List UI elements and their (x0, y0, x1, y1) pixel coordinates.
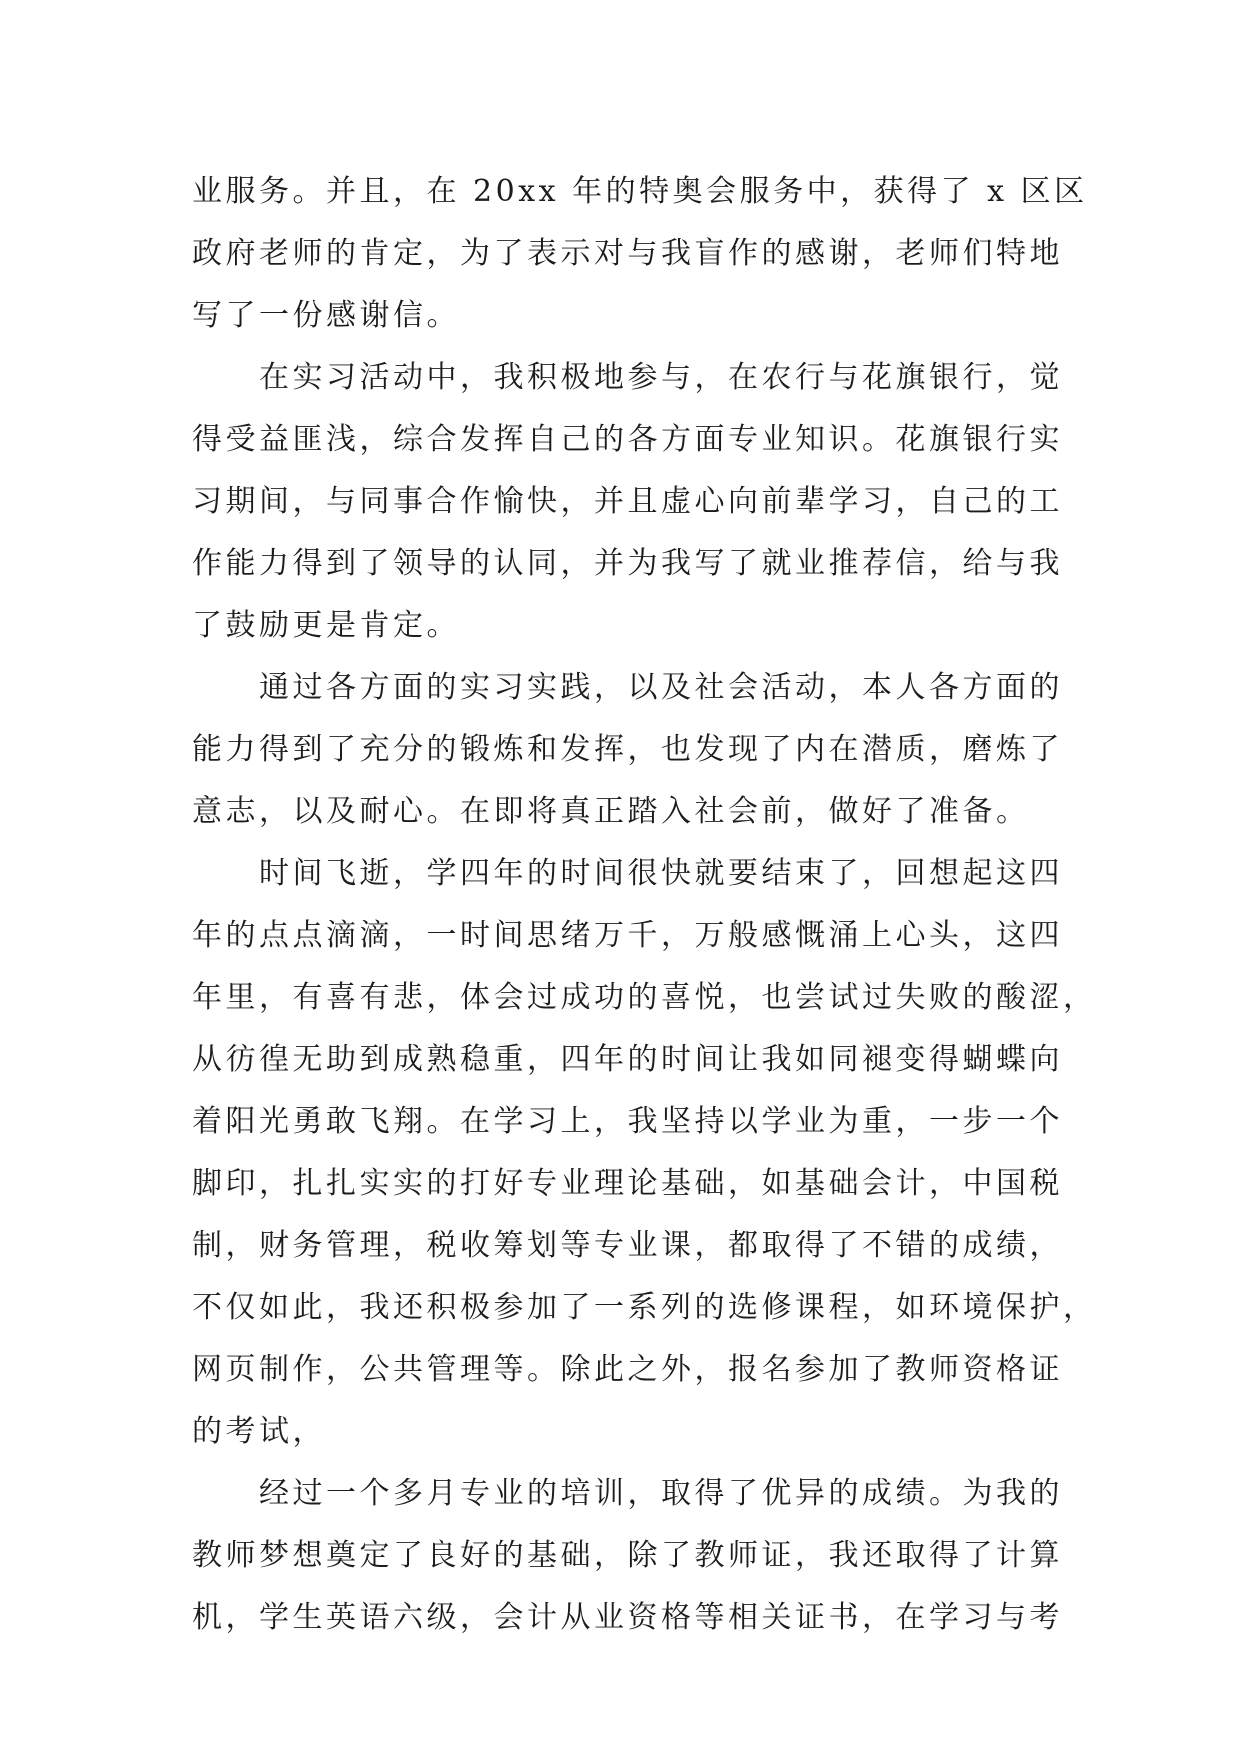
paragraph (192, 657, 1063, 843)
paragraph (192, 161, 1088, 347)
text-line: 作能力得到了领导的认同，并为我写了就业推荐信，给与我 (192, 546, 1063, 581)
text-line: 网页制作，公共管理等。除此之外，报名参加了教师资格证 (192, 1352, 1063, 1387)
text-line: 政府老师的肯定，为了表示对与我盲作的感谢，老师们特地 (192, 236, 1063, 271)
text-line: 年里，有喜有悲，体会过成功的喜悦，也尝试过失败的酸涩， (192, 980, 1097, 1015)
document-body (192, 161, 1097, 1649)
text-line: 时间飞逝，学四年的时间很快就要结束了，回想起这四 (192, 856, 1063, 891)
text-line: 不仅如此，我还积极参加了一系列的选修课程，如环境保护， (192, 1290, 1097, 1325)
text-line: 意志，以及耐心。在即将真正踏入社会前，做好了准备。 (192, 794, 1030, 829)
text-line: 了鼓励更是肯定。 (192, 608, 460, 643)
text-line: 的考试， (192, 1414, 326, 1449)
text-line: 得受益匪浅，综合发挥自己的各方面专业知识。花旗银行实 (192, 422, 1063, 457)
paragraph (192, 347, 1063, 657)
text-line: 制，财务管理，税收筹划等专业课，都取得了不错的成绩， (192, 1228, 1063, 1263)
text-line: 经过一个多月专业的培训，取得了优异的成绩。为我的 (192, 1476, 1063, 1511)
text-line: 教师梦想奠定了良好的基础，除了教师证，我还取得了计算 (192, 1538, 1063, 1573)
text-line: 习期间，与同事合作愉快，并且虚心向前辈学习，自己的工 (192, 484, 1063, 519)
text-line: 从彷徨无助到成熟稳重，四年的时间让我如同褪变得蝴蝶向 (192, 1042, 1063, 1077)
text-line: 能力得到了充分的锻炼和发挥，也发现了内在潜质，磨炼了 (192, 732, 1063, 767)
paragraph (192, 843, 1097, 1463)
paragraph (192, 1463, 1063, 1649)
text-line: 机，学生英语六级，会计从业资格等相关证书，在学习与考 (192, 1600, 1063, 1635)
text-line: 业服务。并且，在 20xx 年的特奥会服务中，获得了 x 区区 (192, 174, 1088, 209)
text-line: 通过各方面的实习实践，以及社会活动，本人各方面的 (192, 670, 1063, 705)
text-line: 脚印，扎扎实实的打好专业理论基础，如基础会计，中国税 (192, 1166, 1063, 1201)
text-line: 写了一份感谢信。 (192, 298, 460, 333)
text-line: 着阳光勇敢飞翔。在学习上，我坚持以学业为重，一步一个 (192, 1104, 1063, 1139)
text-line: 在实习活动中，我积极地参与，在农行与花旗银行，觉 (192, 360, 1063, 395)
text-line: 年的点点滴滴，一时间思绪万千，万般感慨涌上心头，这四 (192, 918, 1063, 953)
